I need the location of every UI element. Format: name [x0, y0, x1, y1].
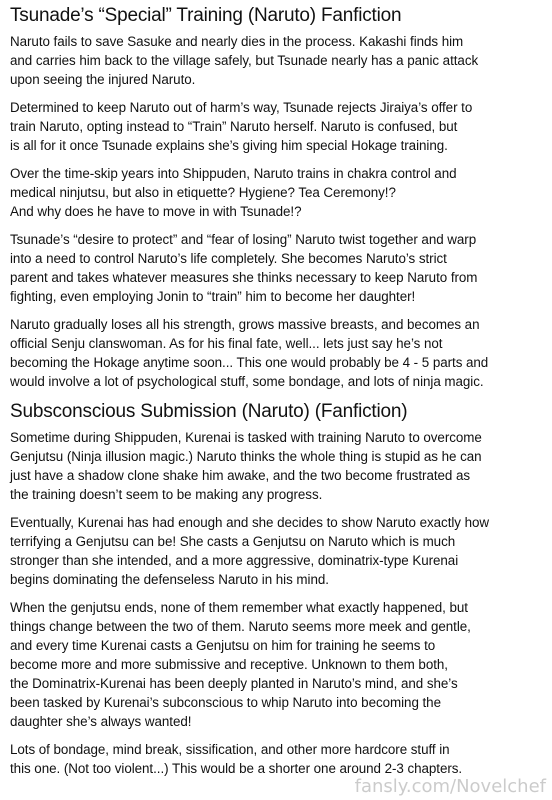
- text-line: terrifying a Genjutsu can be! She casts a Genjutsu on Naruto which is much: [10, 534, 456, 549]
- section-1-title: Tsunade’s “Special” Training (Naruto) Fanfiction: [10, 5, 402, 26]
- text-line: stronger than she intended, and a more aggressive, dominatrix-type Kurenai: [10, 553, 459, 568]
- s1-paragraph-3: [10, 164, 542, 221]
- s1-paragraph-1: [10, 32, 542, 89]
- text-line: When the genjutsu ends, none of them remember what exactly happened, but: [10, 600, 468, 615]
- text-line: official Senju clanswoman. As for his final fate, well... lets just say he’s not: [10, 336, 443, 351]
- text-line: this one. (Not too violent...) This would be a shorter one around 2-3 chapters.: [10, 761, 463, 776]
- text-line: daughter she’s always wanted!: [10, 714, 192, 729]
- watermark: fansly.com/Novelchef: [354, 776, 546, 797]
- text-line: Eventually, Kurenai has had enough and she decides to show Naruto exactly how: [10, 515, 490, 530]
- text-line: Sometime during Shippuden, Kurenai is tasked with training Naruto to overcome: [10, 430, 482, 445]
- text-line: the Dominatrix-Kurenai has been deeply planted in Naruto’s mind, and she’s: [10, 676, 458, 691]
- text-line: into a need to control Naruto’s life completely. She becomes Naruto’s strict: [10, 251, 447, 266]
- section-1: [10, 4, 542, 391]
- s1-paragraph-2: [10, 98, 542, 155]
- s2-paragraph-1: [10, 428, 542, 504]
- text-line: the training doesn’t seem to be making any progress.: [10, 487, 323, 502]
- text-line: become more and more submissive and receptive. Unknown to them both,: [10, 657, 448, 672]
- section-2: [10, 400, 542, 778]
- section-2-title: Subsconscious Submission (Naruto) (Fanfiction): [10, 401, 408, 422]
- text-line: is all for it once Tsunade explains she’s giving him special Hokage training.: [10, 138, 448, 153]
- text-line: Over the time-skip years into Shippuden, Naruto trains in chakra control and: [10, 166, 457, 181]
- text-line: Naruto gradually loses all his strength, grows massive breasts, and becomes an: [10, 317, 480, 332]
- text-line: parent and takes whatever measures she thinks necessary to keep Naruto from: [10, 270, 478, 285]
- text-line: Determined to keep Naruto out of harm’s way, Tsunade rejects Jiraiya’s offer to: [10, 100, 473, 115]
- text-line: would involve a lot of psychological stuff, some bondage, and lots of ninja magic.: [10, 374, 484, 389]
- s1-paragraph-5: [10, 315, 542, 391]
- text-line: Lots of bondage, mind break, sissification, and other more hardcore stuff in: [10, 742, 450, 757]
- text-line: fighting, even employing Jonin to “train” him to become her daughter!: [10, 289, 416, 304]
- text-line: upon seeing the injured Naruto.: [10, 72, 196, 87]
- text-line: Naruto fails to save Sasuke and nearly dies in the process. Kakashi finds him: [10, 34, 464, 49]
- text-line: things change between the two of them. Naruto seems more meek and gentle,: [10, 619, 471, 634]
- text-line: Tsunade’s “desire to protect” and “fear of losing” Naruto twist together and warp: [10, 232, 477, 247]
- s2-paragraph-3: [10, 598, 542, 731]
- s2-paragraph-4: [10, 740, 542, 778]
- text-line: becoming the Hokage anytime soon... This one would probably be 4 - 5 parts and: [10, 355, 489, 370]
- text-line: and every time Kurenai casts a Genjutsu on him for training he seems to: [10, 638, 436, 653]
- text-line: And why does he have to move in with Tsunade!?: [10, 204, 302, 219]
- text-line: just have a shadow clone shake him awake, and the two become frustrated as: [10, 468, 471, 483]
- text-line: train Naruto, opting instead to “Train” Naruto herself. Naruto is confused, but: [10, 119, 458, 134]
- s2-paragraph-2: [10, 513, 542, 589]
- text-line: been tasked by Kurenai’s subconscious to whip Naruto into becoming the: [10, 695, 441, 710]
- text-line: Genjutsu (Ninja illusion magic.) Naruto thinks the whole thing is stupid as he can: [10, 449, 482, 464]
- text-line: medical ninjutsu, but also in etiquette? Hygiene? Tea Ceremony!?: [10, 185, 396, 200]
- s1-paragraph-4: [10, 230, 542, 306]
- text-line: and carries him back to the village safely, but Tsunade nearly has a panic attack: [10, 53, 479, 68]
- text-line: begins dominating the defenseless Naruto in his mind.: [10, 572, 329, 587]
